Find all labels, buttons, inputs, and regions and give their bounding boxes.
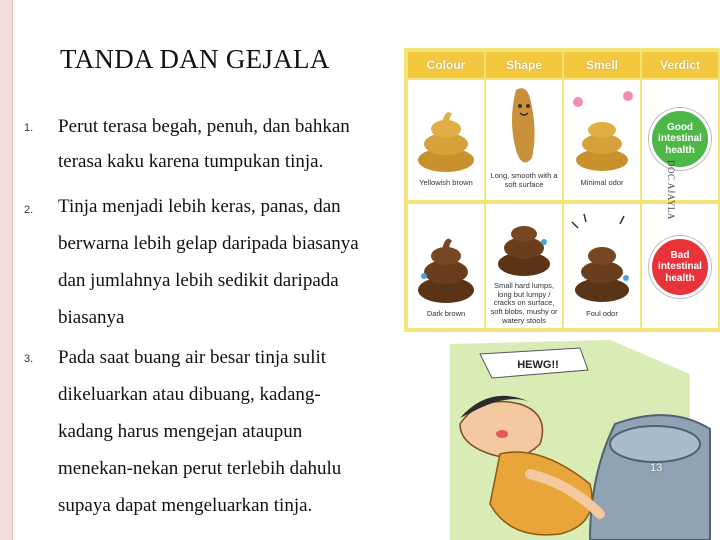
row-1-shape-caption: Long, smooth with a soft surface [490, 171, 558, 189]
item-number-3: 3. [24, 353, 34, 365]
row-2-colour-caption: Dark brown [426, 309, 466, 318]
item-3-line-4: menekan-nekan perut terlebih dahulu [58, 458, 342, 479]
lumpy-stool-icon [486, 204, 562, 280]
flower-stool-icon [564, 80, 640, 176]
good-verdict-badge: Good intestinal health [649, 108, 711, 170]
row-1-smell-cell [564, 80, 640, 200]
row-2-verdict-cell [642, 204, 718, 328]
item-1-line-2: terasa kaku karena tumpukan tinja. [58, 151, 324, 172]
item-1-line-1: Perut terasa begah, penuh, dan bahkan [58, 116, 350, 137]
row-2-colour-cell [408, 204, 484, 328]
constipation-cartoon [440, 334, 720, 540]
item-2-line-2: berwarna lebih gelap daripada biasanya [58, 233, 359, 254]
item-2-line-1: Tinja menjadi lebih keras, panas, dan [58, 196, 341, 217]
item-3-line-3: kadang harus mengejan ataupun [58, 421, 303, 442]
header-shape: Shape [486, 52, 562, 78]
item-2-line-3: dan jumlahnya lebih sedikit daripada [58, 270, 339, 291]
page-number: 13 [650, 462, 663, 474]
item-number-2: 2. [24, 204, 34, 216]
side-watermark: DOC AJAYLA [666, 160, 676, 220]
stool-shape-icon [486, 80, 562, 172]
header-colour: Colour [408, 52, 484, 78]
dark-stool-icon [408, 204, 484, 308]
row-1-smell-caption: Minimal odor [580, 178, 624, 187]
bad-verdict-badge: Bad intestinal health [649, 236, 711, 298]
row-1-colour-cell [408, 80, 484, 200]
item-2-line-4: biasanya [58, 307, 125, 328]
smelly-stool-icon [564, 204, 640, 308]
row-1-colour-caption: Yellowish brown [419, 178, 473, 187]
item-3-line-5: supaya dapat mengeluarkan tinja. [58, 495, 313, 516]
item-3-line-2: dikeluarkan atau dibuang, kadang- [58, 384, 321, 405]
row-2-shape-caption: Small hard lumps, long but lumpy / cracks on surface, soft blobs, mushy or watery stools [490, 281, 558, 325]
header-verdict: Verdict [642, 52, 718, 78]
row-1-verdict-cell [642, 80, 718, 200]
row-1-shape-cell [486, 80, 562, 200]
header-smell: Smell [564, 52, 640, 78]
speech-bubble-text: HEWG!! [517, 359, 559, 371]
left-border-strip [0, 0, 12, 540]
item-number-1: 1. [24, 122, 34, 134]
row-2-shape-cell [486, 204, 562, 328]
item-3-line-1: Pada saat buang air besar tinja sulit [58, 347, 327, 368]
stool-icon [408, 80, 484, 176]
row-2-smell-caption: Foul odor [586, 309, 618, 318]
row-2-smell-cell [564, 204, 640, 328]
slide-title: TANDA DAN GEJALA [60, 44, 330, 74]
